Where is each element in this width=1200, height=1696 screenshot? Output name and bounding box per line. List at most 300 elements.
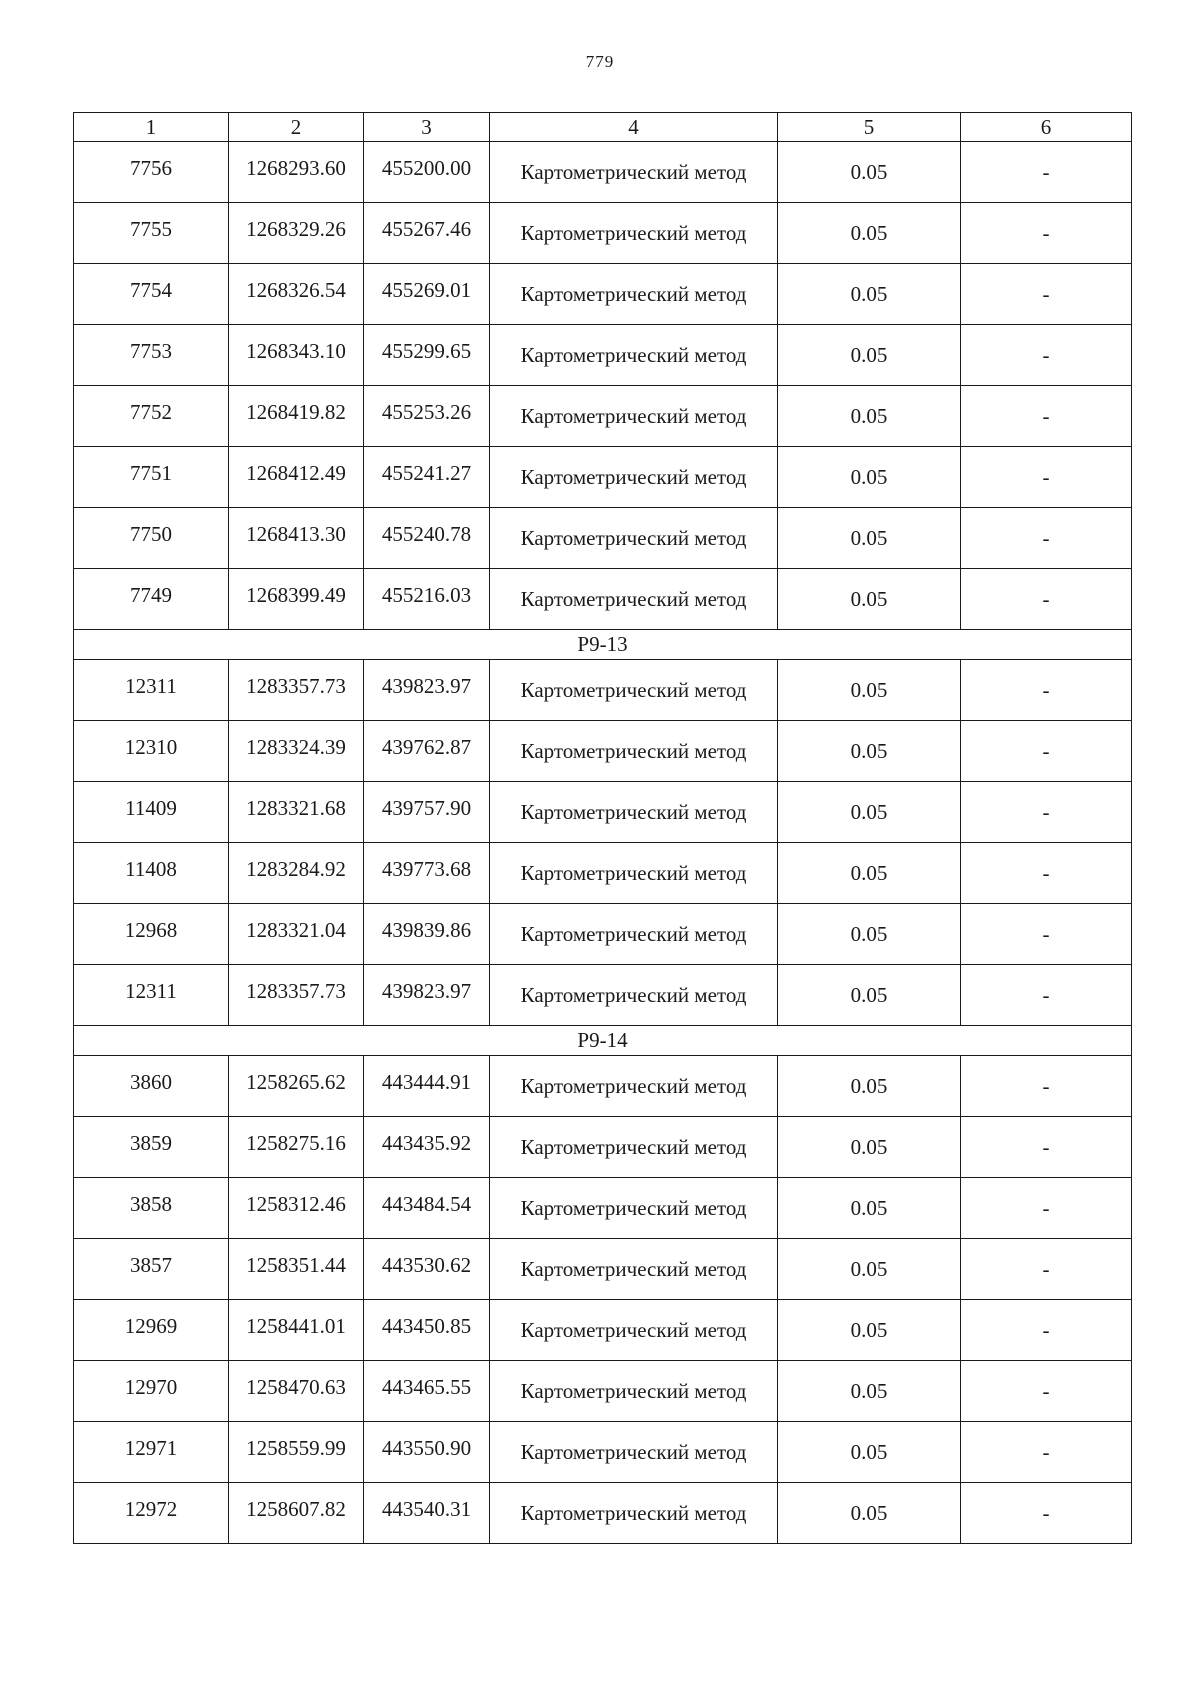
accuracy-cell [778,1483,961,1544]
point-number-cell [74,447,229,508]
y-coordinate-text: 439762.87 [381,735,472,759]
note-cell [961,1361,1132,1422]
note-cell [961,1239,1132,1300]
y-coordinate-cell [364,569,490,630]
point-number-cell [74,142,229,203]
x-coordinate-text: 1268326.54 [246,278,346,302]
method-text: Картометрический метод [520,465,747,489]
y-coordinate-text: 439839.86 [381,918,472,942]
coordinates-table [73,112,1132,1544]
method-text: Картометрический метод [520,1074,747,1098]
y-coordinate-cell [364,904,490,965]
method-cell [490,508,778,569]
accuracy-text: 0.05 [850,739,888,763]
x-coordinate-text: 1283284.92 [246,857,346,881]
x-coordinate-cell [229,142,364,203]
point-number-text: 7749 [130,583,172,607]
y-coordinate-cell [364,1239,490,1300]
header-cell-2: 2 [229,113,364,142]
y-coordinate-cell [364,660,490,721]
note-text: - [1042,1074,1050,1098]
accuracy-cell [778,386,961,447]
method-cell [490,843,778,904]
y-coordinate-text: 455200.00 [381,156,472,180]
section-title: Р9-13 [74,630,1132,660]
note-text: - [1042,983,1050,1007]
x-coordinate-cell [229,508,364,569]
method-cell [490,203,778,264]
y-coordinate-text: 443444.91 [381,1070,472,1094]
note-cell [961,782,1132,843]
method-text: Картометрический метод [520,282,747,306]
method-text: Картометрический метод [520,1318,747,1342]
x-coordinate-text: 1283321.68 [246,796,346,820]
y-coordinate-cell [364,447,490,508]
section-title: Р9-14 [74,1026,1132,1056]
note-text: - [1042,404,1050,428]
accuracy-cell [778,1117,961,1178]
accuracy-text: 0.05 [850,1318,888,1342]
method-text: Картометрический метод [520,678,747,702]
note-text: - [1042,465,1050,489]
x-coordinate-text: 1268399.49 [246,583,346,607]
x-coordinate-cell [229,904,364,965]
accuracy-cell [778,447,961,508]
point-number-text: 12969 [124,1314,178,1338]
x-coordinate-cell [229,569,364,630]
point-number-cell [74,1361,229,1422]
table-row [74,569,1132,630]
method-text: Картометрический метод [520,1440,747,1464]
note-cell [961,508,1132,569]
accuracy-cell [778,1361,961,1422]
method-text: Картометрический метод [520,343,747,367]
accuracy-cell [778,965,961,1026]
y-coordinate-text: 443450.85 [381,1314,472,1338]
method-text: Картометрический метод [520,1501,747,1525]
accuracy-text: 0.05 [850,526,888,550]
note-text: - [1042,282,1050,306]
header-cell-1: 1 [74,113,229,142]
x-coordinate-cell [229,1056,364,1117]
x-coordinate-cell [229,843,364,904]
method-text: Картометрический метод [520,1135,747,1159]
accuracy-cell [778,1300,961,1361]
method-text: Картометрический метод [520,587,747,611]
note-text: - [1042,1379,1050,1403]
y-coordinate-text: 455267.46 [381,217,472,241]
point-number-cell [74,325,229,386]
accuracy-cell [778,325,961,386]
point-number-cell [74,569,229,630]
y-coordinate-text: 455216.03 [381,583,472,607]
method-cell [490,965,778,1026]
accuracy-cell [778,1239,961,1300]
point-number-cell [74,660,229,721]
header-cell-6: 6 [961,113,1132,142]
accuracy-cell [778,782,961,843]
method-cell [490,782,778,843]
y-coordinate-cell [364,843,490,904]
accuracy-text: 0.05 [850,1501,888,1525]
method-cell [490,447,778,508]
method-cell [490,569,778,630]
y-coordinate-text: 455269.01 [381,278,472,302]
point-number-text: 12971 [124,1436,178,1460]
point-number-cell [74,1422,229,1483]
x-coordinate-text: 1258312.46 [246,1192,346,1216]
accuracy-text: 0.05 [850,861,888,885]
y-coordinate-cell [364,965,490,1026]
note-cell [961,1178,1132,1239]
accuracy-cell [778,1422,961,1483]
method-cell [490,1239,778,1300]
table-row [74,1300,1132,1361]
x-coordinate-cell [229,721,364,782]
accuracy-text: 0.05 [850,221,888,245]
method-cell [490,1361,778,1422]
accuracy-text: 0.05 [850,587,888,611]
method-cell [490,660,778,721]
method-cell [490,1483,778,1544]
x-coordinate-cell [229,386,364,447]
point-number-cell [74,1300,229,1361]
method-text: Картометрический метод [520,221,747,245]
note-text: - [1042,1135,1050,1159]
point-number-cell [74,782,229,843]
note-cell [961,142,1132,203]
method-text: Картометрический метод [520,983,747,1007]
y-coordinate-cell [364,1422,490,1483]
x-coordinate-text: 1258265.62 [246,1070,346,1094]
y-coordinate-text: 439757.90 [381,796,472,820]
note-text: - [1042,221,1050,245]
note-cell [961,1300,1132,1361]
note-text: - [1042,1257,1050,1281]
table-row [74,325,1132,386]
y-coordinate-text: 443550.90 [381,1436,472,1460]
table-row [74,264,1132,325]
x-coordinate-cell [229,1361,364,1422]
point-number-text: 12972 [124,1497,178,1521]
note-cell [961,1483,1132,1544]
y-coordinate-text: 439823.97 [381,979,472,1003]
point-number-cell [74,264,229,325]
y-coordinate-cell [364,1483,490,1544]
note-cell [961,447,1132,508]
method-text: Картометрический метод [520,526,747,550]
y-coordinate-cell [364,325,490,386]
table-row [74,508,1132,569]
x-coordinate-cell [229,325,364,386]
page-number: 779 [585,52,615,71]
method-cell [490,721,778,782]
x-coordinate-text: 1258275.16 [246,1131,346,1155]
table-row [74,203,1132,264]
y-coordinate-text: 455299.65 [381,339,472,363]
table-row [74,447,1132,508]
point-number-cell [74,1117,229,1178]
accuracy-cell [778,508,961,569]
point-number-cell [74,843,229,904]
table-body [74,113,1132,1544]
point-number-text: 7755 [130,217,172,241]
x-coordinate-cell [229,1483,364,1544]
note-text: - [1042,678,1050,702]
x-coordinate-text: 1258351.44 [246,1253,346,1277]
note-cell [961,1422,1132,1483]
accuracy-text: 0.05 [850,404,888,428]
accuracy-text: 0.05 [850,1257,888,1281]
table-row [74,1239,1132,1300]
point-number-text: 11409 [125,796,177,820]
x-coordinate-cell [229,965,364,1026]
note-text: - [1042,526,1050,550]
x-coordinate-text: 1268293.60 [246,156,346,180]
y-coordinate-cell [364,1056,490,1117]
y-coordinate-cell [364,386,490,447]
accuracy-cell [778,660,961,721]
table-row [74,1483,1132,1544]
point-number-cell [74,965,229,1026]
note-text: - [1042,160,1050,184]
table-row [74,1117,1132,1178]
note-text: - [1042,922,1050,946]
point-number-text: 7752 [130,400,172,424]
accuracy-text: 0.05 [850,800,888,824]
section-row [74,1026,1132,1056]
method-text: Картометрический метод [520,404,747,428]
point-number-text: 12311 [125,674,177,698]
accuracy-cell [778,569,961,630]
x-coordinate-cell [229,660,364,721]
accuracy-text: 0.05 [850,343,888,367]
x-coordinate-text: 1283324.39 [246,735,346,759]
note-cell [961,1056,1132,1117]
point-number-text: 7751 [130,461,172,485]
y-coordinate-text: 455241.27 [381,461,472,485]
note-cell [961,721,1132,782]
x-coordinate-cell [229,782,364,843]
point-number-text: 11408 [125,857,177,881]
x-coordinate-text: 1268329.26 [246,217,346,241]
x-coordinate-text: 1283357.73 [246,979,346,1003]
y-coordinate-cell [364,264,490,325]
table-row [74,1056,1132,1117]
accuracy-cell [778,142,961,203]
note-text: - [1042,861,1050,885]
header-row [74,113,1132,142]
note-text: - [1042,587,1050,611]
accuracy-text: 0.05 [850,983,888,1007]
accuracy-cell [778,1178,961,1239]
method-cell [490,142,778,203]
point-number-text: 3860 [130,1070,172,1094]
point-number-cell [74,203,229,264]
x-coordinate-cell [229,1117,364,1178]
method-text: Картометрический метод [520,739,747,763]
y-coordinate-text: 439823.97 [381,674,472,698]
method-cell [490,904,778,965]
x-coordinate-text: 1283321.04 [246,918,346,942]
table-row [74,782,1132,843]
method-cell [490,1117,778,1178]
method-text: Картометрический метод [520,160,747,184]
table-row [74,965,1132,1026]
method-cell [490,1300,778,1361]
note-text: - [1042,1318,1050,1342]
method-cell [490,325,778,386]
table-row [74,660,1132,721]
point-number-cell [74,1056,229,1117]
point-number-text: 7753 [130,339,172,363]
x-coordinate-cell [229,1239,364,1300]
point-number-cell [74,904,229,965]
y-coordinate-cell [364,1300,490,1361]
note-text: - [1042,739,1050,763]
note-text: - [1042,1501,1050,1525]
coordinates-table-container [73,112,1131,1544]
x-coordinate-cell [229,1422,364,1483]
x-coordinate-text: 1258441.01 [246,1314,346,1338]
table-row [74,386,1132,447]
y-coordinate-cell [364,142,490,203]
x-coordinate-text: 1268413.30 [246,522,346,546]
x-coordinate-cell [229,1300,364,1361]
point-number-text: 3859 [130,1131,172,1155]
note-text: - [1042,1440,1050,1464]
method-cell [490,1422,778,1483]
accuracy-text: 0.05 [850,160,888,184]
accuracy-cell [778,904,961,965]
table-row [74,904,1132,965]
note-text: - [1042,1196,1050,1220]
y-coordinate-cell [364,1178,490,1239]
point-number-text: 12310 [124,735,178,759]
note-cell [961,904,1132,965]
y-coordinate-text: 443435.92 [381,1131,472,1155]
method-text: Картометрический метод [520,1257,747,1281]
y-coordinate-text: 443484.54 [381,1192,472,1216]
accuracy-text: 0.05 [850,282,888,306]
x-coordinate-cell [229,264,364,325]
x-coordinate-text: 1258607.82 [246,1497,346,1521]
x-coordinate-text: 1268412.49 [246,461,346,485]
x-coordinate-cell [229,1178,364,1239]
point-number-text: 7756 [130,156,172,180]
accuracy-text: 0.05 [850,1074,888,1098]
y-coordinate-text: 443540.31 [381,1497,472,1521]
accuracy-text: 0.05 [850,465,888,489]
header-cell-5: 5 [778,113,961,142]
point-number-text: 3857 [130,1253,172,1277]
accuracy-text: 0.05 [850,922,888,946]
point-number-text: 12970 [124,1375,178,1399]
point-number-text: 7754 [130,278,172,302]
point-number-text: 12968 [124,918,178,942]
table-row [74,1422,1132,1483]
point-number-cell [74,1483,229,1544]
note-cell [961,1117,1132,1178]
x-coordinate-text: 1268343.10 [246,339,346,363]
method-cell [490,1178,778,1239]
table-row [74,843,1132,904]
point-number-cell [74,508,229,569]
accuracy-cell [778,1056,961,1117]
point-number-cell [74,386,229,447]
x-coordinate-text: 1258470.63 [246,1375,346,1399]
method-text: Картометрический метод [520,922,747,946]
table-row [74,1178,1132,1239]
method-text: Картометрический метод [520,861,747,885]
y-coordinate-text: 443465.55 [381,1375,472,1399]
point-number-text: 3858 [130,1192,172,1216]
note-cell [961,569,1132,630]
section-row [74,630,1132,660]
note-cell [961,660,1132,721]
x-coordinate-cell [229,447,364,508]
table-row [74,142,1132,203]
note-cell [961,264,1132,325]
table-row [74,1361,1132,1422]
note-cell [961,843,1132,904]
point-number-cell [74,1178,229,1239]
x-coordinate-text: 1268419.82 [246,400,346,424]
note-cell [961,325,1132,386]
y-coordinate-cell [364,203,490,264]
note-text: - [1042,800,1050,824]
point-number-text: 7750 [130,522,172,546]
method-cell [490,386,778,447]
note-cell [961,386,1132,447]
method-text: Картометрический метод [520,1379,747,1403]
method-cell [490,264,778,325]
note-text: - [1042,343,1050,367]
y-coordinate-cell [364,1361,490,1422]
y-coordinate-cell [364,1117,490,1178]
y-coordinate-text: 443530.62 [381,1253,472,1277]
point-number-cell [74,1239,229,1300]
accuracy-cell [778,203,961,264]
method-text: Картометрический метод [520,800,747,824]
accuracy-text: 0.05 [850,1440,888,1464]
accuracy-cell [778,264,961,325]
y-coordinate-text: 455240.78 [381,522,472,546]
header-cell-4: 4 [490,113,778,142]
method-text: Картометрический метод [520,1196,747,1220]
header-cell-3: 3 [364,113,490,142]
accuracy-text: 0.05 [850,1196,888,1220]
accuracy-cell [778,843,961,904]
y-coordinate-cell [364,721,490,782]
point-number-cell [74,721,229,782]
accuracy-text: 0.05 [850,1135,888,1159]
method-cell [490,1056,778,1117]
x-coordinate-text: 1258559.99 [246,1436,346,1460]
y-coordinate-cell [364,782,490,843]
y-coordinate-text: 455253.26 [381,400,472,424]
y-coordinate-cell [364,508,490,569]
x-coordinate-text: 1283357.73 [246,674,346,698]
accuracy-text: 0.05 [850,1379,888,1403]
table-row [74,721,1132,782]
accuracy-cell [778,721,961,782]
y-coordinate-text: 439773.68 [381,857,472,881]
x-coordinate-cell [229,203,364,264]
point-number-text: 12311 [125,979,177,1003]
accuracy-text: 0.05 [850,678,888,702]
note-cell [961,203,1132,264]
